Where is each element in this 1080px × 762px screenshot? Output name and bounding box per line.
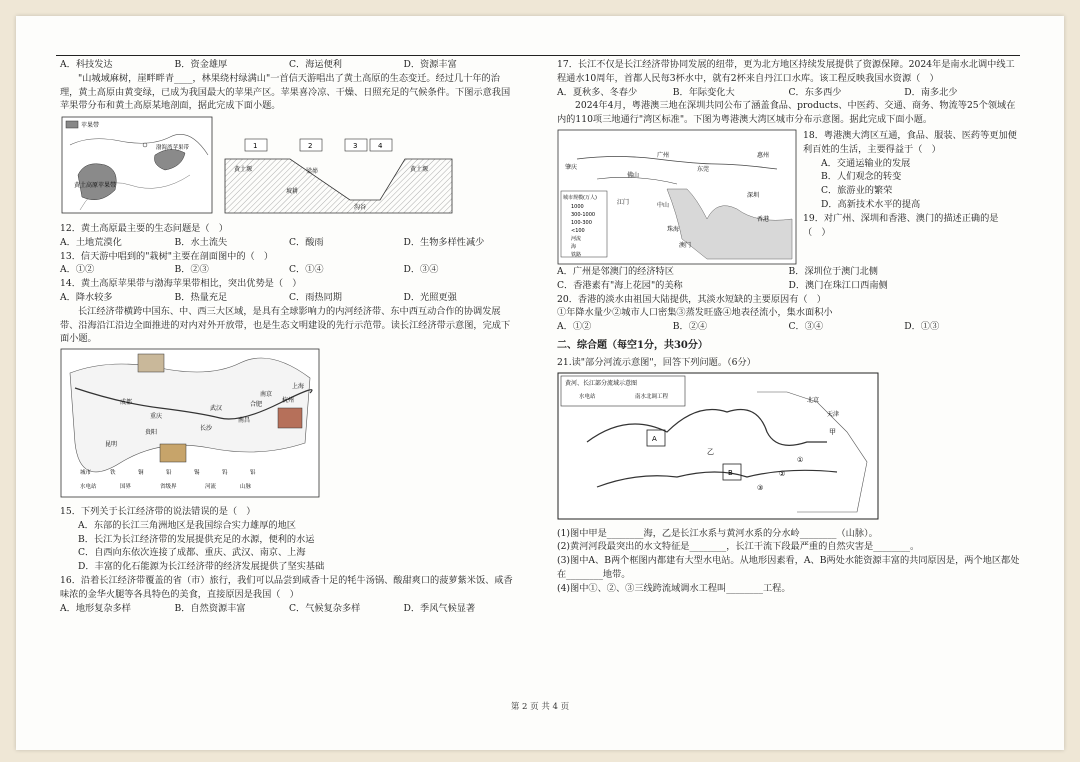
option: A．东部的长江三角洲地区是我国综合实力雄厚的地区 (78, 519, 296, 531)
option: C．①④ (289, 264, 324, 276)
option: D．①③ (904, 321, 940, 333)
city-label: 成都 (120, 399, 133, 407)
option: A．夏秋多、冬春少 (557, 86, 638, 98)
question-12-options (60, 236, 518, 250)
option: C．自西向东依次连接了成都、重庆、武汉、南京、上海 (78, 547, 306, 559)
legend-item: 国界 (120, 484, 132, 491)
city-label: 佛山 (627, 171, 640, 179)
legend-item: 100-300 (571, 219, 592, 226)
option: A．①② (557, 321, 592, 333)
right-column (557, 58, 1020, 596)
intro-loess: "山城域麻树，崖畔畔青____，林果绕村绿满山"一首信天游唱出了黄土高原的生态变迁。经过几十年的治理，黄土高原由黄变绿，已成为我国最大的苹果产区。苹果喜冷凉、干燥、日照充足的气候条件。下图示意我国苹果带分布和黄土高原某地剖面，据此完成下面小题。 (60, 72, 511, 112)
option: C．东多西少 (788, 86, 842, 98)
option: C．雨热同期 (289, 291, 342, 303)
city-label: 合肥 (250, 401, 263, 409)
profile-box-label: 1 (253, 142, 258, 151)
option: D．③④ (403, 264, 439, 276)
bay-figure-row (557, 129, 1020, 265)
option: A．土地荒漠化 (60, 236, 122, 248)
city-label: 珠海 (667, 225, 680, 233)
question-13: 13．信天游中唱到的"栽树"主要在剖面图中的（ ） (60, 250, 274, 262)
map-label: B (728, 468, 733, 477)
legend-item: 水电站 (579, 393, 596, 400)
city-label: 中山 (657, 201, 670, 209)
option: C．③④ (788, 321, 824, 333)
option: B．年际变化大 (672, 86, 735, 98)
city-label: 贵阳 (145, 429, 158, 437)
legend-item: 海 (571, 243, 577, 250)
legend-item: 河流 (205, 484, 217, 491)
option: A．广州是邻澳门的经济特区 (557, 265, 674, 277)
question-16: 16．沿着长江经济带覆盖的省（市）旅行，我们可以品尝到咸香十足的牦牛汤锅、酸甜爽口的菠萝紫米饭、咸香味浓的金华火腿等各具特色的美食，直接原因是我国（ ） (60, 574, 513, 600)
map-label: ① (797, 455, 804, 464)
label-loess-apple-belt: 黄土高原苹果带 (74, 182, 117, 190)
city-label: 昆明 (105, 441, 118, 449)
legend-apple-belt: 苹果带 (81, 122, 100, 130)
greater-bay-area-map (557, 129, 797, 265)
city-label: 重庆 (150, 413, 163, 421)
map-label: ② (779, 469, 786, 478)
option: B．热量充足 (174, 291, 228, 303)
profile-label: 坡耕 (286, 188, 299, 196)
map-label: 天津 (827, 410, 840, 418)
option: D．季风气候显著 (403, 602, 476, 614)
option: B．自然资源丰富 (174, 602, 246, 614)
question-21-2: (2)黄河河段最突出的水文特征是________，长江干流下段最严重的自然灾害是________。 (557, 541, 920, 553)
intro-greater-bay: 2024年4月，粤港澳三地在深圳共同公布了涵盖食品、products、中医药、交通、商务、物流等25个领域在内的110项三地通行"湾区标准"。下图为粤港澳大湾区城市分布示意图。据此完成下面小题。 (557, 100, 1016, 126)
profile-box-label: 4 (378, 142, 383, 151)
legend-item: 省级界 (160, 484, 177, 491)
option: D．南多北少 (904, 86, 958, 98)
option: C．气候复杂多样 (289, 602, 361, 614)
option: D．生物多样性减少 (403, 236, 485, 248)
legend-item: 铜 (138, 470, 144, 477)
legend-item: 河流 (571, 235, 582, 242)
city-label: 澳门 (679, 241, 692, 249)
question-15: 15．下列关于长江经济带的说法错误的是（ ） (60, 505, 256, 517)
city-label: 南京 (260, 391, 273, 399)
legend-item: <100 (571, 227, 585, 234)
question-20-reasons: ①年降水量少②城市人口密集③蒸发旺盛④地表径流小，集水面积小 (557, 307, 833, 319)
question-12: 12．黄土高原最主要的生态问题是（ ） (60, 222, 228, 234)
figure-yangtze-belt (60, 348, 518, 503)
option: D．资源丰富 (403, 59, 457, 70)
option: A．科技发达 (60, 59, 113, 70)
legend-item: 钨 (222, 470, 228, 477)
city-label: 广州 (657, 151, 670, 159)
question-20: 20．香港的淡水由祖国大陆提供，其淡水短缺的主要原因有（ ） (557, 293, 826, 305)
profile-label: 沟谷 (354, 204, 367, 212)
option: A．交通运输业的发展 (821, 157, 911, 169)
legend-item: 锡 (194, 470, 200, 477)
figure-rivers (557, 372, 1020, 525)
legend-item: 铁 (110, 470, 116, 477)
question-17-options (557, 86, 1020, 100)
left-column (60, 58, 518, 615)
option: B．②④ (672, 321, 708, 333)
option: A．地形复杂多样 (60, 602, 131, 614)
question-18: 18．粤港澳大湾区互通，食品、服装、医药等更加便利百姓的生活，主要得益于（ ） (803, 129, 1017, 155)
page-number: 第 2 页 共 4 页 (510, 702, 570, 712)
city-label: 上海 (292, 383, 305, 391)
city-label: 深圳 (747, 191, 760, 199)
intro-yangtze: 长江经济带横跨中国东、中、西三大区域，是具有全球影响力的内河经济带、东中西互动合作的协调发展带、沿海沿江沿边全面推进的对内对外开放带，也是生态文明建设的先行示范带。读长江经济带示意图，完成下面小题。 (60, 305, 511, 345)
question-13-options (60, 263, 518, 277)
prev-question-options (60, 58, 518, 72)
map-label: 甲 (829, 427, 836, 436)
option: D．高新技术水平的提高 (821, 198, 921, 210)
map-label: 北京 (807, 396, 820, 404)
city-label: 长沙 (200, 425, 213, 433)
question-14: 14．黄土高原苹果带与渤海苹果带相比，突出优势是（ ） (60, 278, 302, 290)
map-label: 乙 (707, 447, 714, 456)
section-heading: 二、综合题（每空1分，共30分） (557, 339, 708, 351)
option: C．酸雨 (289, 236, 324, 248)
profile-box-label: 3 (353, 142, 358, 151)
map-legend-title: 城市规模(万人) (563, 194, 597, 201)
map-title: 黄河、长江部分流域示意图 (565, 379, 638, 387)
option: C．旅游业的繁荣 (821, 185, 893, 197)
profile-label: 黄土塬 (234, 166, 253, 174)
legend-item: 300-1000 (571, 211, 596, 218)
option: C．海运便利 (289, 59, 342, 70)
legend-item: 山脉 (240, 484, 252, 491)
profile-label: 黄土塬 (410, 166, 429, 174)
city-label: 香港 (757, 215, 770, 223)
profile-section (225, 139, 452, 213)
option: B．长江为长江经济带的发展提供充足的水源，便利的水运 (78, 533, 315, 545)
legend-item: 水电站 (80, 484, 97, 491)
question-17: 17．长江不仅是长江经济带协同发展的纽带，更为北方地区持续发展提供了资源保障。2024年是南水北调中线工程通水10周年，首都人民每3杯水中，就有2杯来自丹江口水库。该工程反映我国水资源（ ） (557, 59, 1015, 84)
top-rule (56, 55, 1020, 56)
legend-item: 铁路 (571, 251, 582, 258)
apple-belt-map-and-profile (60, 115, 460, 215)
yangtze-economic-belt-map (60, 348, 320, 498)
legend-item: 铝 (250, 470, 256, 477)
question-21-4: (4)图中①、②、③三线跨流域调水工程叫________工程。 (557, 582, 791, 594)
profile-box-label: 2 (308, 142, 313, 151)
city-label: 东莞 (697, 165, 710, 173)
city-label: 惠州 (757, 151, 770, 159)
city-label: 武汉 (210, 405, 223, 413)
option: B．资金雄厚 (174, 59, 228, 70)
legend-item: 南水北调工程 (635, 393, 669, 400)
option: D．光照更强 (403, 291, 457, 303)
question-19-options-row1 (557, 265, 1020, 279)
city-label: 杭州 (282, 397, 295, 405)
figure-apple-belt (60, 115, 518, 220)
question-21-3: (3)图中A、B两个框图内都建有大型水电站。从地形因素看，A、B两处水能资源丰富的共同原因是，两个地区都处在________地带。 (557, 555, 1020, 580)
option: B．人们观念的转变 (821, 171, 902, 183)
option: B．深圳位于澳门北侧 (788, 265, 878, 277)
city-label: 南昌 (238, 417, 251, 425)
city-label: 肇庆 (565, 163, 578, 171)
option: B．②③ (174, 264, 209, 276)
label-bohai-apple-belt: 渤海湾苹果带 (156, 145, 190, 152)
map-label: A (652, 434, 657, 443)
bay-questions-side (803, 129, 1020, 265)
map-label: ③ (757, 483, 764, 492)
question-21: 21.读"部分河流示意图"，回答下列问题。（6分） (557, 356, 756, 368)
question-16-options (60, 602, 518, 616)
rivers-map (557, 372, 879, 520)
question-19: 19．对广州、深圳和香港、澳门的描述正确的是（ ） (803, 212, 999, 238)
legend-item: 城市 (80, 470, 92, 477)
option: D．丰富的化石能源为长江经济带的经济发展提供了坚实基础 (78, 561, 325, 573)
option: D．澳门在珠江口西南侧 (788, 279, 888, 291)
option: A．①② (60, 264, 95, 276)
legend-item: 1000 (571, 203, 584, 210)
option: C．香港素有"海上花园"的美称 (557, 279, 683, 291)
option: B．水土流失 (174, 236, 228, 248)
question-19-options-row2 (557, 279, 1020, 293)
option: A．降水较多 (60, 291, 113, 303)
question-21-1: (1)图中甲是________海，乙是长江水系与黄河水系的分水岭________（山脉）。 (557, 527, 878, 539)
city-label: 江门 (617, 198, 630, 206)
question-20-options (557, 320, 1020, 334)
profile-label: 梁峁 (306, 168, 319, 176)
legend-item: 铅 (166, 470, 172, 477)
question-14-options (60, 291, 518, 305)
